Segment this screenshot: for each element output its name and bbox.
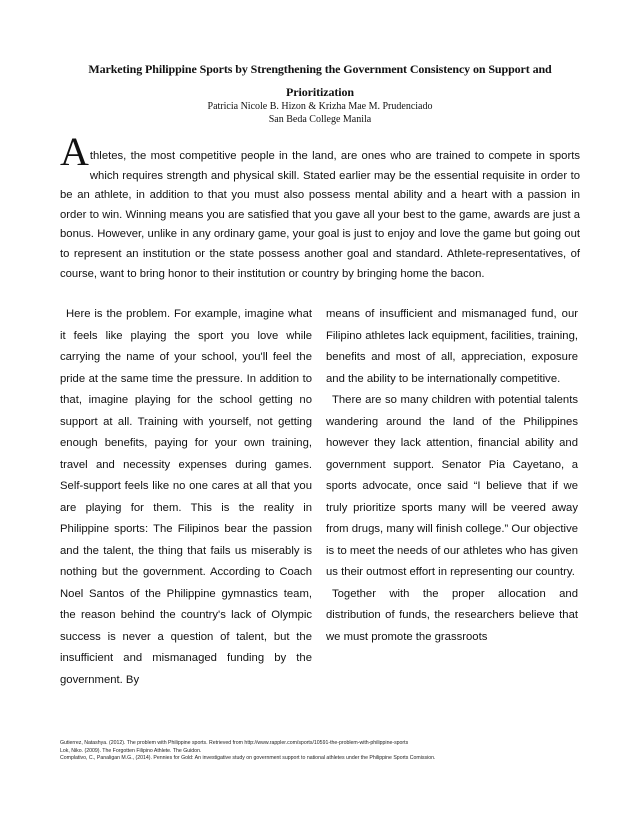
body-paragraph: means of insufficient and mismanaged fund, our Filipino athletes lack equipment, facilities, training, benefits and most of all, appreciation, exposure and the ability to be internationally competitive. (326, 308, 578, 385)
body-paragraph: Here is the problem. For example, imagine what it feels like playing the sport you love while carrying the name of your school, you'll feel the pride at the same time the pressure. In addition to that, imagine playing for the school getting no support at all. Training with yourself, not getting enough benefits, paying for your own training, travel and necessity expenses during games. Self-support feels like no one cares at all that you are playing for them. This is the reality in Philippine sports: The Filipinos bear the passion and the talent, the thing that fails us miserably is nothing but the government. According to Coach Noel Santos of the Philippine gymnastics team, the reason behind the country's lack of Olympic success is never a question of talent, but the insufficient and mismanaged funding by the government. By (60, 308, 312, 686)
references-footer (60, 740, 590, 763)
paper-title: Marketing Philippine Sports by Strengthening the Government Consistency on Support and Prioritization (88, 62, 552, 99)
body-paragraph: There are so many children with potential talents wandering around the land of the Philippines however they lack attention, financial ability and government support. Senator Pia Cayetano, a sports advocate, once said “I believe that if we truly prioritize sports many will be veered away from drugs, many will finish college.” Our objective is to meet the needs of our athletes who has given us their outmost effort in representing our country. (326, 394, 578, 578)
intro-text: thletes, the most competitive people in the land, are ones who are trained to compete in sports which requires strength and physical skill. Stated earlier may be the essential requisite in order to be an athlete, in addition to that you must also possess mental ability and a heart with a passion in order to win. Winning means you are satisfied that you gave all your best to the game, awards are just a bonus. However, unlike in any ordinary game, your goal is just to enjoy and love the game but going out to represent an institution or the state possess another goal and standard. Athlete-representatives, of course, want to bring honor to their institution or country by bringing home the bacon. (60, 150, 580, 280)
reference-entry: Gutierrez, Natashya. (2012). The problem with Philippine sports. Retrieved from http://www.rappler.com/sports/10591-the-problem-with-philippine-sports (60, 740, 409, 746)
body-paragraph: Together with the proper allocation and distribution of funds, the researchers believe that we must promote the grassroots (326, 587, 578, 643)
author-institution: San Beda College Manila (268, 114, 372, 125)
author-block (100, 100, 540, 126)
intro-paragraph (60, 129, 580, 284)
right-column (326, 304, 578, 648)
author-names: Patricia Nicole B. Hizon & Krizha Mae M. Prudenciado (207, 101, 433, 112)
left-column (60, 304, 312, 691)
drop-cap: A (60, 129, 89, 174)
reference-entry: Complativo, C., Panaligan M.G., (2014). Pennies for Gold: An investigative study on government support to national athletes under the Philippine Sports Comission. (60, 755, 436, 761)
reference-entry: Lok, Niko. (2009). The Forgotten Filipino Athlete. The Guidon. (60, 747, 202, 754)
